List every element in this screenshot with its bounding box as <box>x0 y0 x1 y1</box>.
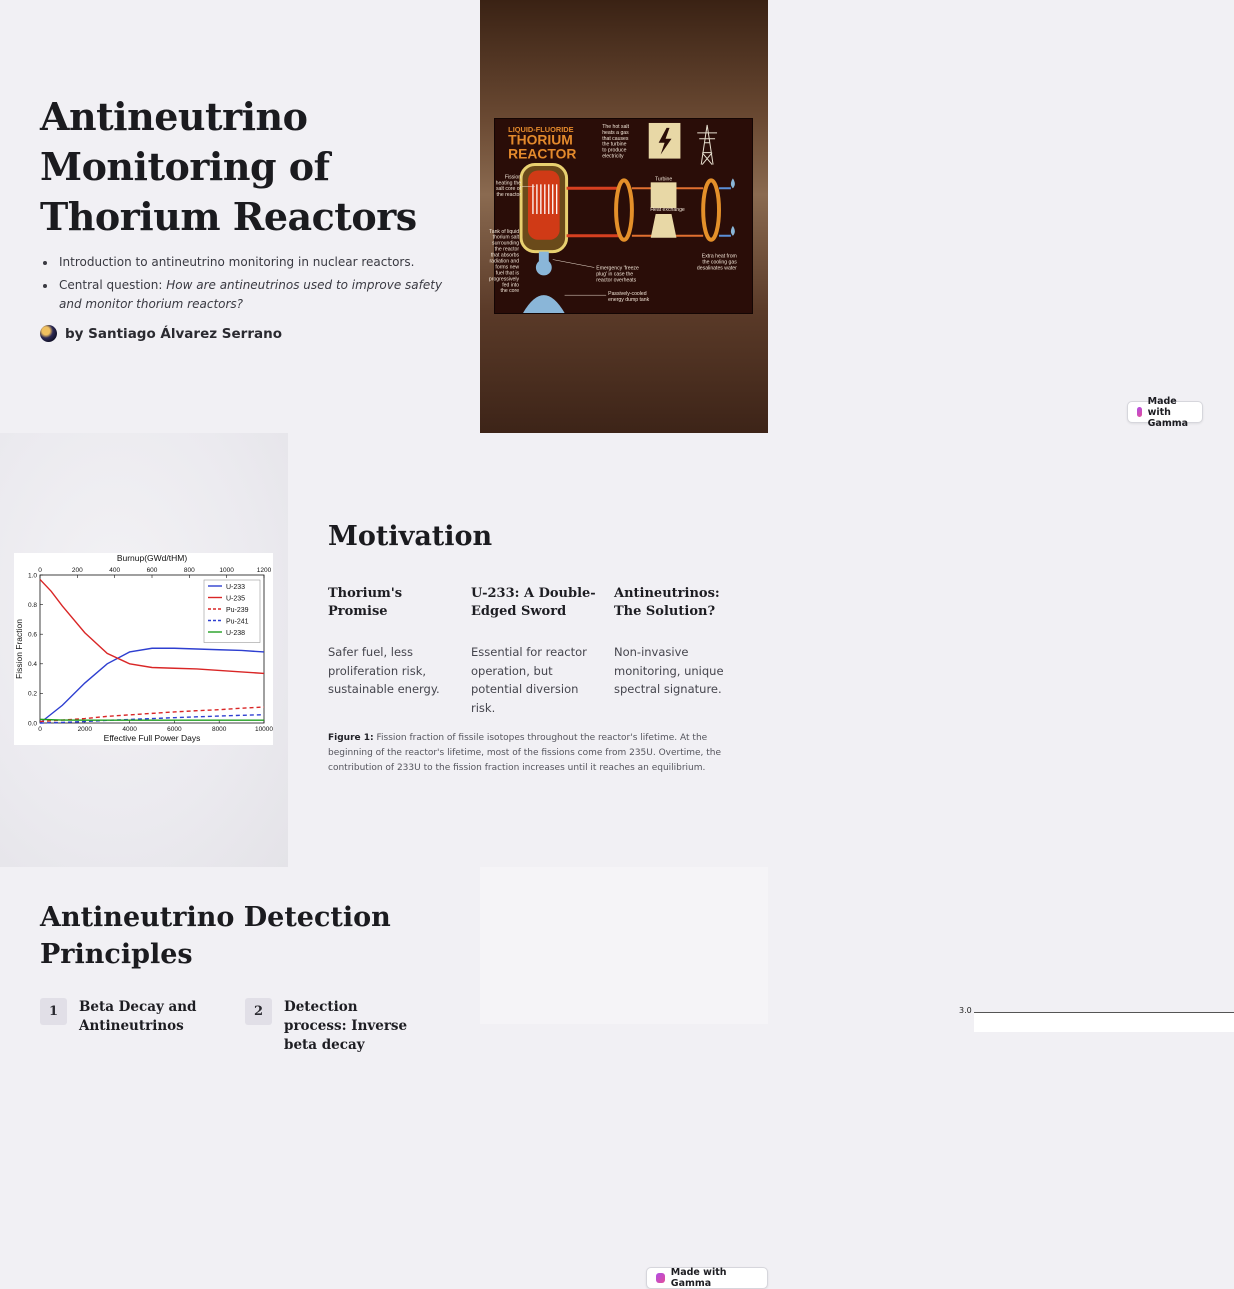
gamma-logo-icon <box>656 1273 665 1283</box>
diagram-label: The hot salt <box>602 123 630 130</box>
x-tick-label: 0 <box>38 726 42 733</box>
page-title: Antineutrino Monitoring of Thorium Reactors <box>40 94 417 239</box>
series-line <box>40 707 264 722</box>
y-axis-label: Fission Fraction <box>14 619 24 679</box>
y-tick-label: 0.0 <box>27 720 37 728</box>
fuel-rods <box>533 184 557 214</box>
x-axis-label: Effective Full Power Days <box>103 733 201 743</box>
motivation-column <box>328 585 456 699</box>
series-line <box>40 719 264 720</box>
caption-text: Fission fraction of fissile isotopes throughout the reactor's lifetime. At the beginning of the reactor's lifetime, most of the fissions come from 235U. Overtime, the contribution of 233U to the fission fraction increases until it reaches an equilibrium. <box>328 733 722 773</box>
series-line <box>40 715 264 723</box>
diagram-label: Emergency 'freeze <box>596 265 639 272</box>
diagram-heading-line: THORIUM <box>508 131 573 148</box>
slide-detection-principles <box>0 867 972 1053</box>
figure-panel <box>0 433 288 867</box>
x2-tick-label: 200 <box>71 567 83 574</box>
motivation-column <box>471 585 599 717</box>
badge-label: Made with Gamma <box>1147 395 1189 429</box>
figure-panel <box>480 867 972 1024</box>
diagram-heading-line: REACTOR <box>508 145 577 162</box>
section-title: Motivation <box>328 521 493 552</box>
x2-tick-label: 1200 <box>256 567 272 574</box>
diagram-label: Turbine <box>654 176 673 183</box>
column-heading: Thorium's Promise <box>328 586 403 619</box>
author-name: by Santiago Álvarez Serrano <box>65 325 282 342</box>
step-title: Beta Decay and Antineutrinos <box>79 999 197 1034</box>
column-text: Safer fuel, less proliferation risk, sustainable energy. <box>328 645 440 696</box>
diagram-label: the reactor <box>496 192 522 199</box>
diagram-label: the core <box>500 288 520 295</box>
y-tick-label: 3.0 <box>959 1006 972 1015</box>
section-title: Antineutrino Detection Principles <box>40 902 391 970</box>
diagram-label: thorium salt <box>492 234 520 241</box>
step-title: Detection process: Inverse beta decay <box>284 999 408 1053</box>
diagram-label: desalinates water <box>696 265 737 272</box>
thorium-reactor-diagram <box>488 118 753 314</box>
diagram-label: to produce <box>602 147 627 154</box>
legend-label: U-233 <box>226 584 246 591</box>
diagram-label: salt core of <box>495 186 522 193</box>
diagram-label: surrounding <box>491 240 520 247</box>
made-with-gamma-button[interactable] <box>646 1267 768 1289</box>
step-number: 1 <box>40 998 67 1025</box>
column-text: Essential for reactor operation, but potential diversion risk. <box>471 645 587 715</box>
series-line <box>40 648 264 723</box>
diagram-label: electricity <box>602 153 624 160</box>
diagram-label: that causes <box>602 135 629 142</box>
diagram-label: heating the <box>495 180 522 187</box>
diagram-label: the cooling gas <box>702 259 737 266</box>
diagram-label: heats a gas <box>602 129 629 136</box>
y-tick-label: 1.0 <box>27 572 37 580</box>
x2-tick-label: 1000 <box>219 567 234 574</box>
motivation-column <box>614 585 742 699</box>
bullet-text: How are antineutrinos used to improve safety and monitor thorium reactors? <box>59 278 443 311</box>
diagram-label: that absorbs <box>490 252 520 259</box>
fission-fraction-chart-card <box>14 553 273 745</box>
hero-image <box>480 0 1189 433</box>
step-number: 2 <box>245 998 272 1025</box>
legend-label: U-238 <box>226 630 246 637</box>
diagram-label: Tank of liquid <box>489 228 520 235</box>
diagram-label: Passively-cooled <box>608 291 647 298</box>
diagram-label: Extra heat from <box>701 253 737 260</box>
diagram-label: fed into <box>502 282 520 289</box>
bullet-lead: Central question: <box>59 278 167 292</box>
bullet-item <box>40 276 450 314</box>
x2-tick-label: 600 <box>146 567 158 574</box>
column-text: Non-invasive monitoring, unique spectral signature. <box>614 645 724 696</box>
diagram-label: radiation and <box>489 258 520 265</box>
diagram-label: energy dump tank <box>608 297 650 304</box>
made-with-gamma-button[interactable] <box>1127 395 1203 429</box>
avatar <box>40 325 57 342</box>
x-tick-label: 8000 <box>211 726 227 733</box>
intro-bullet-list <box>40 253 450 318</box>
bullet-text: Introduction to antineutrino monitoring in nuclear reactors. <box>59 255 415 269</box>
x-tick-label: 10000 <box>254 726 274 733</box>
dump-valve <box>536 260 552 276</box>
column-heading: U-233: A Double-Edged Sword <box>471 586 596 619</box>
column-heading: Antineutrinos: The Solution? <box>614 586 720 619</box>
x2-tick-label: 400 <box>109 567 121 574</box>
diagram-label: reactor overheats <box>596 277 637 284</box>
fission-fraction-chart <box>14 553 273 745</box>
diagram-label: the reactor <box>494 246 520 253</box>
badge-label: Made with Gamma <box>670 1267 727 1289</box>
diagram-label: fuel that is <box>495 270 520 277</box>
turbine-top <box>651 182 677 208</box>
caption-label: Figure 1: <box>328 733 374 743</box>
diagram-label: forms new <box>495 264 520 271</box>
legend-label: Pu-239 <box>226 607 249 614</box>
diagram-label: Fission <box>504 174 522 181</box>
y-tick-label: 0.2 <box>27 690 37 698</box>
bullet-item <box>40 253 450 272</box>
slide-title <box>0 0 1189 433</box>
diagram-label: plug' in case the <box>596 271 634 278</box>
y-tick-label: 0.4 <box>27 661 37 669</box>
x-tick-label: 4000 <box>122 726 137 733</box>
legend-label: U-235 <box>226 595 246 603</box>
diagram-label: the turbine <box>602 141 627 148</box>
x2-tick-label: 800 <box>183 567 195 574</box>
x-tick-label: 6000 <box>167 726 182 733</box>
y-tick-label: 0.8 <box>27 601 37 609</box>
gamma-logo-icon <box>1137 407 1142 417</box>
step-item <box>245 998 424 1055</box>
x2-tick-label: 0 <box>38 567 42 574</box>
x-tick-label: 2000 <box>77 726 93 733</box>
diagram-label: Heat exchange <box>650 207 685 214</box>
diagram-label: progressively <box>488 276 520 283</box>
author-line <box>40 325 282 342</box>
legend-label: Pu-241 <box>226 618 249 626</box>
spectrum-chart <box>959 1006 1234 1032</box>
x2-axis-label: Burnup(GWd/tHM) <box>116 553 188 563</box>
diagram-heading-line: LIQUID-FLUORIDE <box>508 124 574 134</box>
step-item <box>40 998 219 1036</box>
y-tick-label: 0.6 <box>27 631 37 639</box>
figure-caption <box>328 731 723 776</box>
